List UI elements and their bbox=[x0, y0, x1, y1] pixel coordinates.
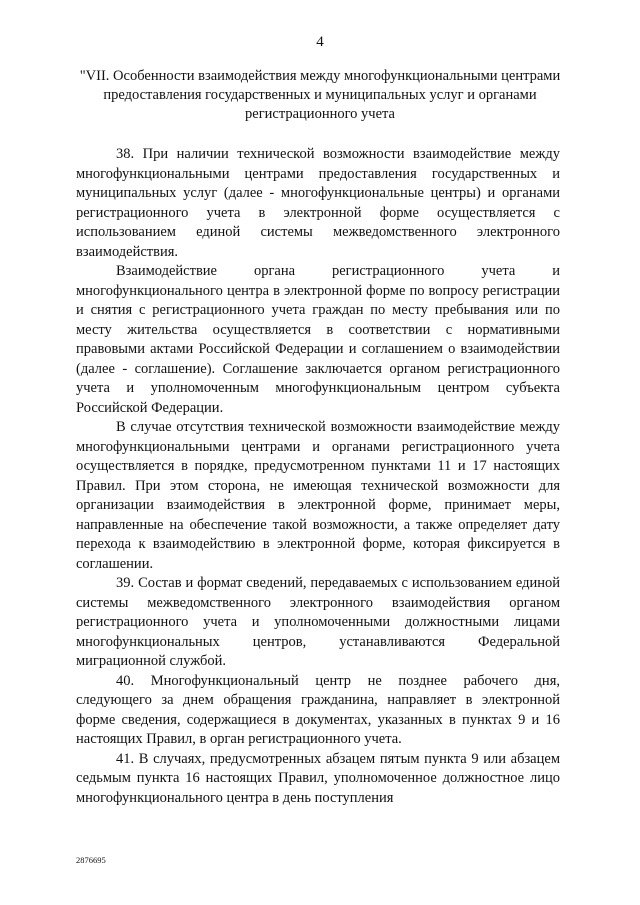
paragraph: 39. Состав и формат сведений, передаваемых с использованием единой системы межведомственного электронного взаимодействия органом регистрационного учета и уполномоченными должностными лицами многофункциональных центров, устанавливаются Федеральной миграционной службой. bbox=[76, 575, 560, 669]
paragraph: 40. Многофункциональный центр не позднее рабочего дня, следующего за днем обращения гражданина, направляет в электронной форме сведения, содержащиеся в документах, указанных в пунктах 9 и 16 настоящих Правил, в орган регистрационного учета. bbox=[76, 672, 560, 747]
paragraph: Взаимодействие органа регистрационного учета и многофункционального центра в электронной форме по вопросу регистрации и снятия с регистрационного учета граждан по месту пребывания или по месту жительства осуществляется в соответствии с нормативными правовыми актами Российской Федерации и соглашением о взаимодействии (далее - соглашение). Соглашение заключается органом регистрационного учета и уполномоченным многофункциональным центром субъекта Российской Федерации. bbox=[76, 263, 560, 416]
paragraph: В случае отсутствия технической возможности взаимодействие между многофункциональными центрами и органами регистрационного учета осуществляется в порядке, предусмотренном пунктами 11 и 17 настоящих Правил. При этом сторона, не имеющая технической возможности для организации взаимодействия в электронной форме, принимает меры, направленные на обеспечение такой возможности, а также определяет дату перехода к взаимодействию в электронной форме, которая фиксируется в соглашении. bbox=[76, 419, 560, 572]
document-body bbox=[76, 145, 560, 808]
paragraph: 38. При наличии технической возможности взаимодействие между многофункциональными центрами предоставления государственных и муниципальных услуг (далее - многофункциональные центры) и органами регистрационного учета в электронной форме осуществляется с использованием единой системы межведомственного электронного взаимодействия. bbox=[76, 146, 560, 260]
paragraph: 41. В случаях, предусмотренных абзацем пятым пункта 9 или абзацем седьмым пункта 16 настоящих Правил, уполномоченное должностное лицо многофункционального центра в день поступления bbox=[76, 750, 560, 806]
section-heading: "VII. Особенности взаимодействия между многофункциональными центрами предоставления государственных и муниципальных услуг и органами регистрационного учета bbox=[79, 68, 561, 122]
page-number: 4 bbox=[316, 34, 324, 50]
document-code: 2876695 bbox=[76, 855, 106, 865]
